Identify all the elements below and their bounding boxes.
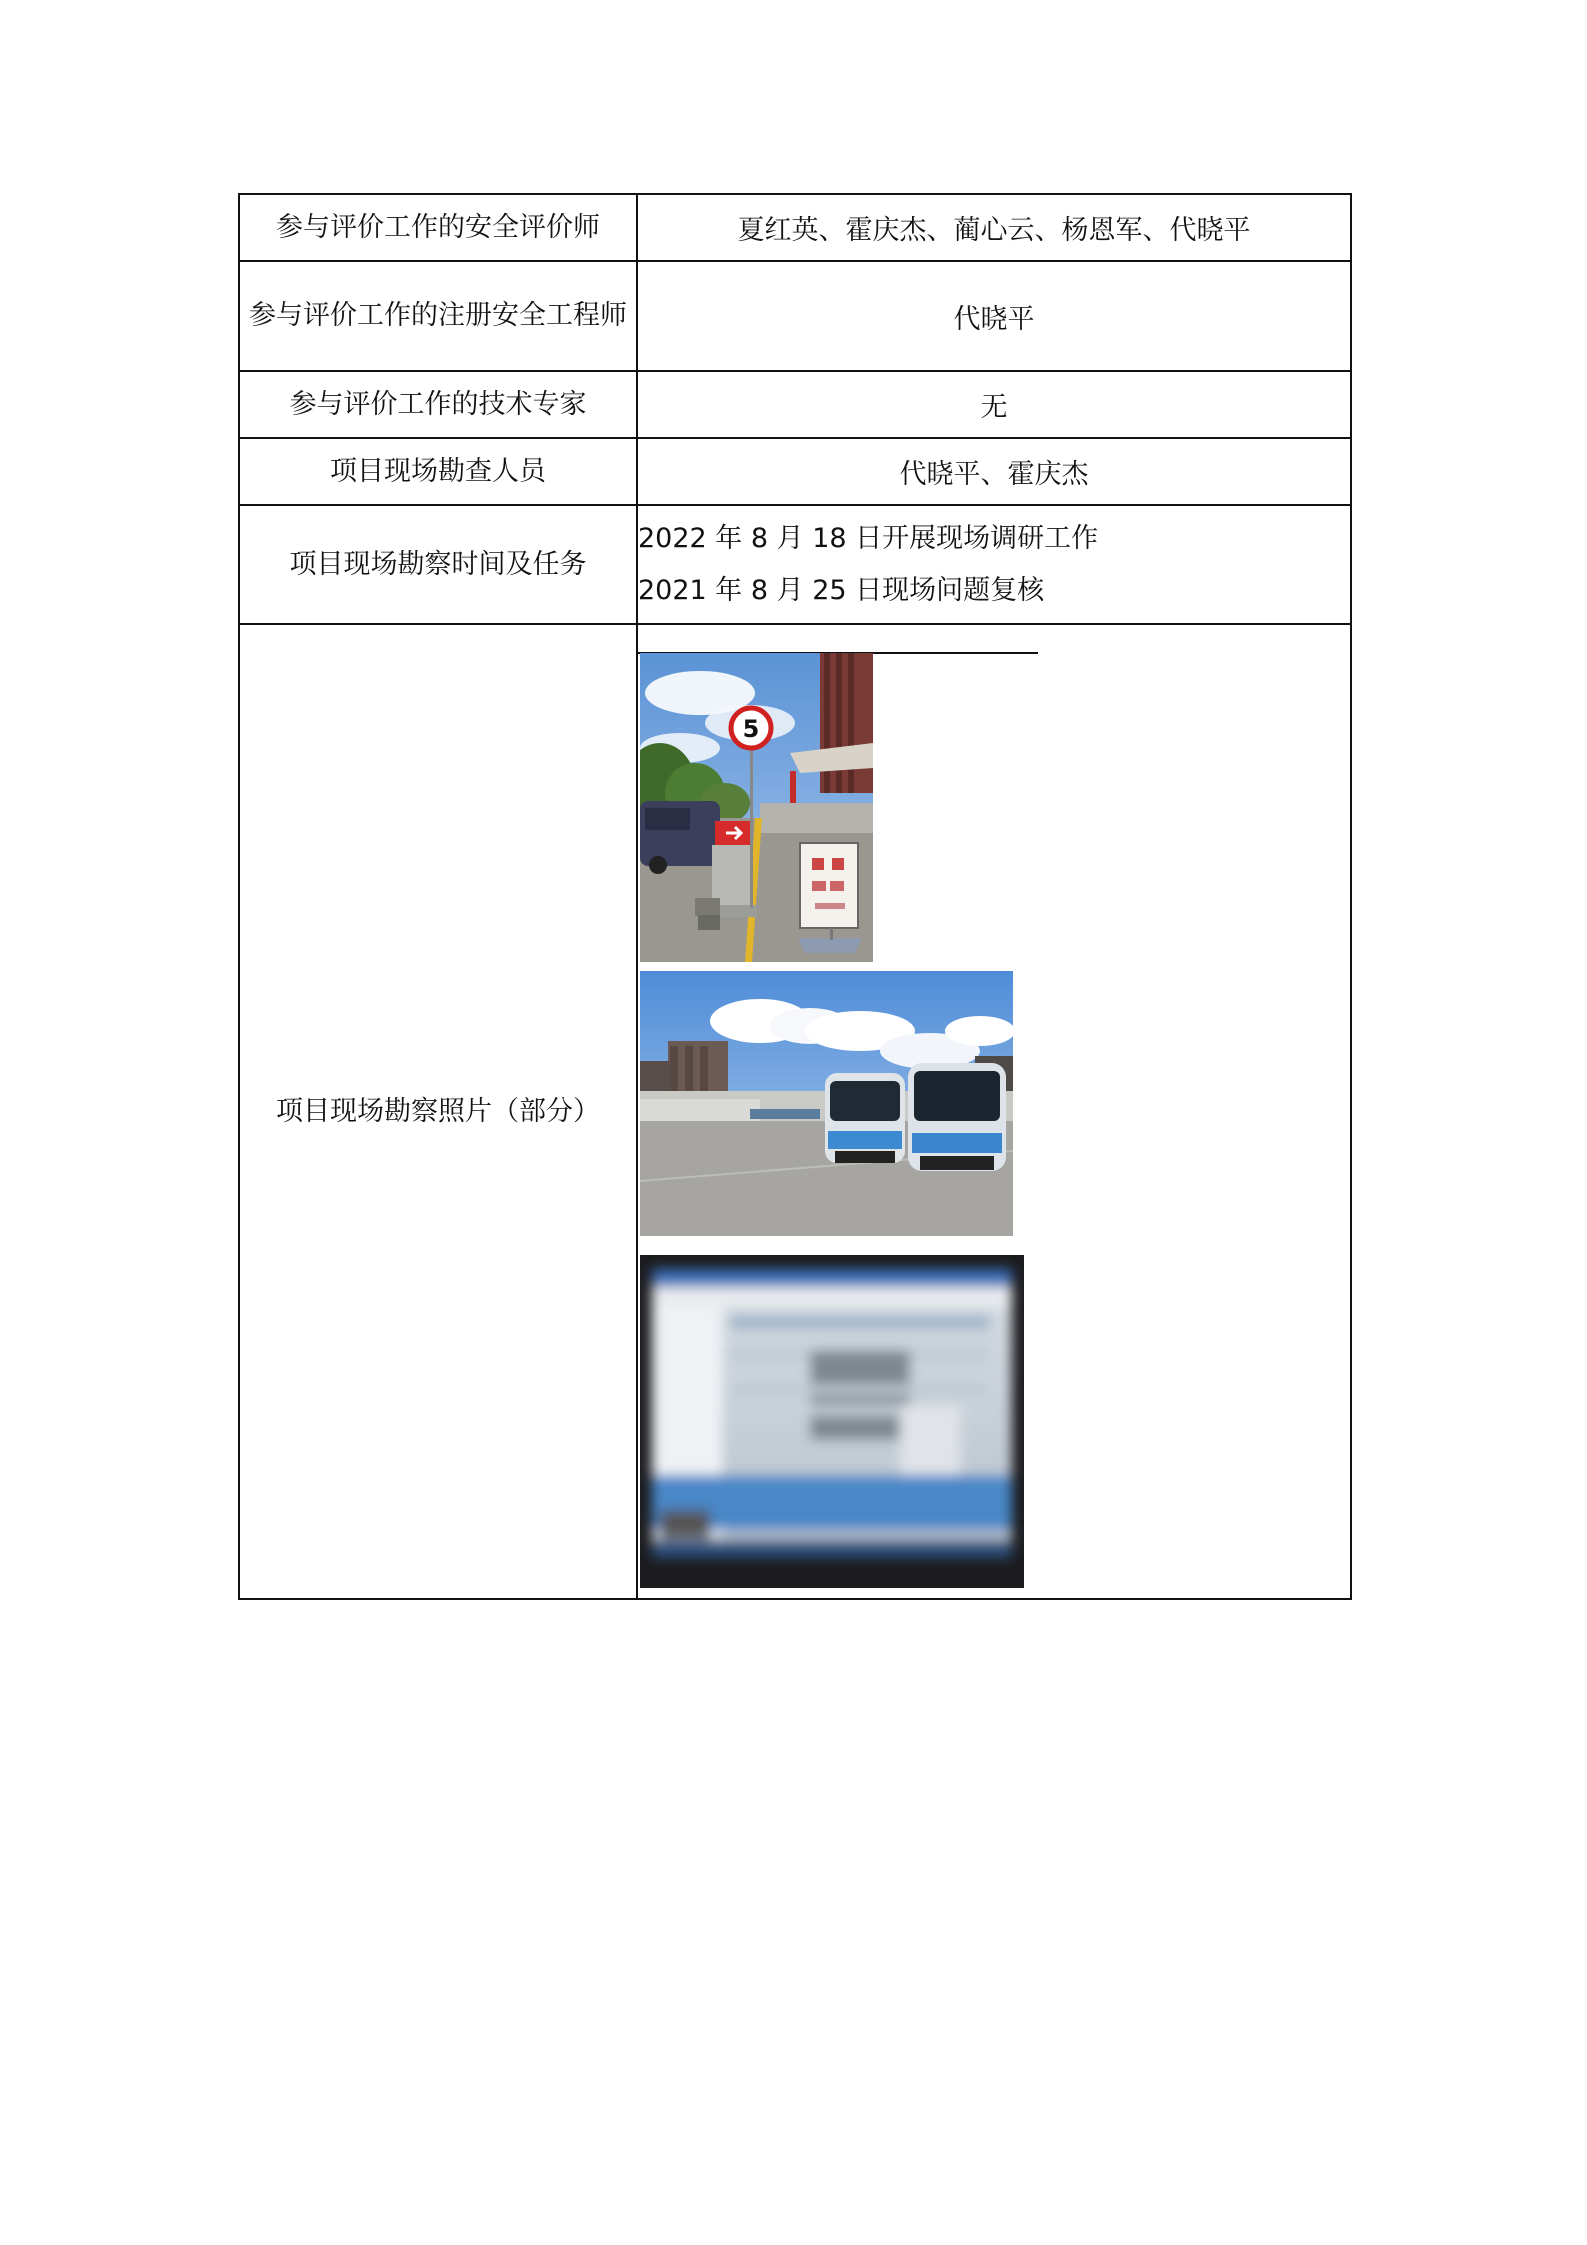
table-row [239,624,1351,1599]
table-row [239,505,1351,624]
task-line: 2022 年 8 月 18 日开展现场调研工作 [638,522,1099,554]
site-photo-buses [640,971,1013,1236]
personnel-table [238,193,1352,1600]
row-label: 项目现场勘察照片（部分） [239,624,637,1599]
row-label: 项目现场勘察时间及任务 [239,505,637,624]
row-label: 参与评价工作的技术专家 [239,371,637,438]
row-value: 无 [637,371,1351,438]
table-row [239,194,1351,261]
row-value: 代晓平、霍庆杰 [637,438,1351,505]
table-row [239,371,1351,438]
table-row [239,261,1351,371]
row-label: 参与评价工作的注册安全工程师 [239,261,637,371]
task-line: 2021 年 8 月 25 日现场问题复核 [638,574,1045,606]
row-label: 项目现场勘查人员 [239,438,637,505]
speed-sign-number: 5 [742,715,760,743]
row-value [637,505,1351,624]
photo-cell [637,624,1351,1599]
site-photo-parking-sign [640,653,873,962]
site-photo-monitor-screen [640,1255,1024,1588]
row-value: 夏红英、霍庆杰、蔺心云、杨恩军、代晓平 [637,194,1351,261]
row-label: 参与评价工作的安全评价师 [239,194,637,261]
table-row [239,438,1351,505]
row-value: 代晓平 [637,261,1351,371]
